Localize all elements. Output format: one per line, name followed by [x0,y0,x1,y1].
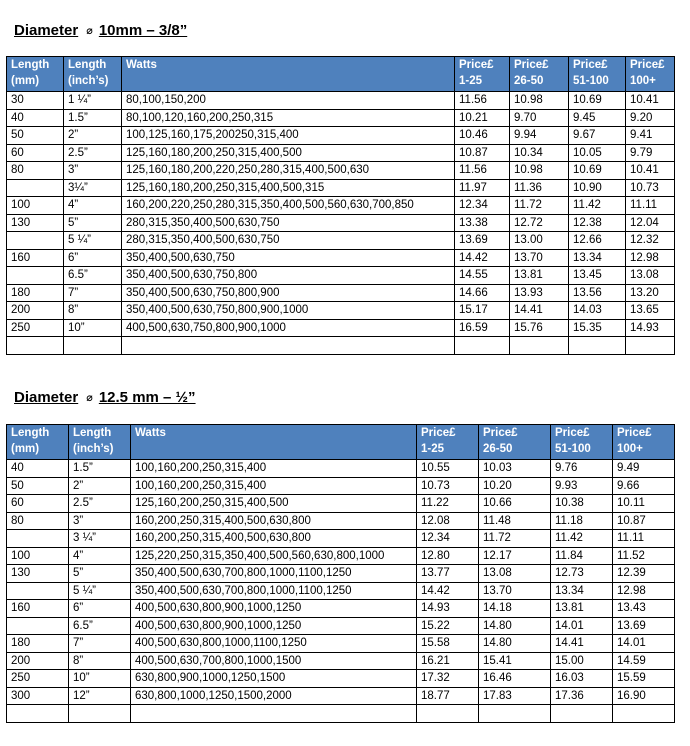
cell-price-100-plus: 10.41 [626,92,675,110]
cell-price-1-25: 10.55 [417,460,479,478]
cell-length-inch: 4” [69,547,131,565]
cell-length-mm: 180 [7,284,64,302]
cell-price-1-25: 14.42 [455,249,510,267]
cell-length-mm: 200 [7,302,64,320]
cell-length-mm: 180 [7,635,69,653]
table-row [7,337,675,355]
cell-price-100-plus [613,705,675,723]
cell-price-1-25: 12.08 [417,512,479,530]
header-length-inch: Length (inch’s) [69,425,131,460]
cell-price-100-plus: 16.90 [613,687,675,705]
cell-price-1-25: 14.93 [417,600,479,618]
cell-watts: 350,400,500,630,700,800,1000,1100,1250 [131,582,417,600]
cell-length-inch [64,337,122,355]
cell-price-26-50: 14.80 [479,635,551,653]
header-price-51-100: Price£ 51-100 [569,57,626,92]
cell-length-mm: 30 [7,92,64,110]
table-row [7,92,675,110]
table-row [7,267,675,285]
cell-price-51-100: 12.38 [569,214,626,232]
cell-length-inch: 4” [64,197,122,215]
cell-length-mm [7,232,64,250]
cell-price-100-plus: 9.66 [613,477,675,495]
cell-price-100-plus: 11.11 [626,197,675,215]
table-1-title-prefix: Diameter [14,22,79,39]
cell-price-26-50: 10.03 [479,460,551,478]
cell-price-1-25: 10.21 [455,109,510,127]
cell-price-26-50: 13.70 [510,249,569,267]
cell-price-51-100: 9.45 [569,109,626,127]
cell-length-mm [7,582,69,600]
diameter-icon: ⌀ [86,25,93,37]
cell-price-51-100: 10.05 [569,144,626,162]
cell-length-inch [69,705,131,723]
table-row [7,565,675,583]
cell-watts: 125,160,180,200,250,315,400,500 [122,144,455,162]
cell-length-inch: 2.5” [69,495,131,513]
table-2-title-prefix: Diameter [14,389,79,406]
cell-watts: 280,315,350,400,500,630,750 [122,232,455,250]
cell-price-26-50: 15.41 [479,652,551,670]
diameter-icon: ⌀ [86,392,93,404]
cell-price-51-100: 12.73 [551,565,613,583]
cell-price-26-50: 9.94 [510,127,569,145]
cell-price-1-25: 16.59 [455,319,510,337]
cell-price-51-100 [551,705,613,723]
cell-price-100-plus: 10.73 [626,179,675,197]
cell-price-51-100 [569,337,626,355]
cell-watts: 350,400,500,630,750 [122,249,455,267]
header-price-100-plus: Price£ 100+ [613,425,675,460]
cell-price-100-plus: 12.04 [626,214,675,232]
table-row [7,512,675,530]
cell-price-26-50: 11.48 [479,512,551,530]
cell-price-51-100: 13.81 [551,600,613,618]
cell-price-51-100: 13.56 [569,284,626,302]
cell-length-inch: 3¼” [64,179,122,197]
cell-length-mm: 40 [7,460,69,478]
table-row [7,302,675,320]
cell-length-inch: 10” [69,670,131,688]
cell-price-1-25: 10.73 [417,477,479,495]
cell-length-mm: 100 [7,547,69,565]
cell-price-100-plus: 9.49 [613,460,675,478]
table-header-row [7,57,675,92]
cell-length-inch: 5” [69,565,131,583]
cell-watts: 125,220,250,315,350,400,500,560,630,800,1000 [131,547,417,565]
table-row [7,477,675,495]
cell-watts: 125,160,200,250,315,400,500 [131,495,417,513]
cell-length-mm: 160 [7,600,69,618]
cell-price-1-25 [417,705,479,723]
cell-length-inch: 1.5” [69,460,131,478]
cell-length-mm: 50 [7,477,69,495]
table-row [7,652,675,670]
cell-price-100-plus: 11.11 [613,530,675,548]
table-row [7,495,675,513]
cell-price-100-plus: 12.98 [626,249,675,267]
table-row [7,232,675,250]
table-row [7,600,675,618]
cell-length-inch: 10” [64,319,122,337]
table-row [7,284,675,302]
cell-price-1-25: 18.77 [417,687,479,705]
cell-length-inch: 2.5” [64,144,122,162]
cell-price-1-25: 11.56 [455,162,510,180]
cell-price-1-25: 13.38 [455,214,510,232]
cell-length-inch: 3” [69,512,131,530]
cell-length-mm: 200 [7,652,69,670]
cell-price-51-100: 10.38 [551,495,613,513]
cell-price-51-100: 11.42 [551,530,613,548]
cell-watts: 125,160,180,200,250,315,400,500,315 [122,179,455,197]
cell-price-51-100: 14.01 [551,617,613,635]
cell-price-26-50 [510,337,569,355]
cell-price-100-plus: 10.11 [613,495,675,513]
table-2-title [14,389,196,406]
table-row [7,687,675,705]
cell-price-26-50: 12.17 [479,547,551,565]
cell-price-1-25: 15.17 [455,302,510,320]
cell-price-100-plus: 12.39 [613,565,675,583]
cell-price-100-plus: 10.87 [613,512,675,530]
cell-price-1-25: 16.21 [417,652,479,670]
table-row [7,617,675,635]
cell-length-inch: 12” [69,687,131,705]
cell-watts: 100,160,200,250,315,400 [131,460,417,478]
cell-price-51-100: 13.45 [569,267,626,285]
cell-length-mm: 130 [7,565,69,583]
cell-length-inch: 5 ¼” [69,582,131,600]
table-row [7,197,675,215]
cell-length-inch: 8” [64,302,122,320]
cell-length-mm: 60 [7,495,69,513]
cell-price-26-50: 13.00 [510,232,569,250]
cell-price-26-50: 14.80 [479,617,551,635]
cell-price-26-50: 13.81 [510,267,569,285]
cell-price-51-100: 13.34 [569,249,626,267]
cell-price-51-100: 15.35 [569,319,626,337]
cell-price-100-plus: 13.43 [613,600,675,618]
cell-price-51-100: 9.76 [551,460,613,478]
cell-watts: 350,400,500,630,700,800,1000,1100,1250 [131,565,417,583]
cell-price-51-100: 9.93 [551,477,613,495]
cell-price-26-50: 11.72 [479,530,551,548]
table-row [7,249,675,267]
table-row [7,127,675,145]
cell-price-1-25: 13.77 [417,565,479,583]
header-length-mm: Length (mm) [7,425,69,460]
cell-watts: 350,400,500,630,750,800,900,1000 [122,302,455,320]
cell-length-mm: 300 [7,687,69,705]
cell-price-1-25: 15.58 [417,635,479,653]
cell-price-1-25: 12.80 [417,547,479,565]
cell-length-mm [7,337,64,355]
cell-length-inch: 3” [64,162,122,180]
table-row [7,705,675,723]
cell-price-1-25: 11.22 [417,495,479,513]
cell-watts: 630,800,1000,1250,1500,2000 [131,687,417,705]
cell-price-51-100: 14.41 [551,635,613,653]
cell-price-100-plus: 12.32 [626,232,675,250]
cell-price-1-25: 13.69 [455,232,510,250]
cell-price-26-50: 13.70 [479,582,551,600]
cell-watts: 400,500,630,800,900,1000,1250 [131,600,417,618]
cell-price-1-25: 17.32 [417,670,479,688]
cell-price-26-50: 14.18 [479,600,551,618]
cell-price-1-25: 10.46 [455,127,510,145]
cell-watts [131,705,417,723]
cell-watts: 350,400,500,630,750,800,900 [122,284,455,302]
cell-length-mm [7,705,69,723]
table-1-title [14,22,187,39]
cell-watts: 400,500,630,800,900,1000,1250 [131,617,417,635]
cell-price-26-50: 10.66 [479,495,551,513]
cell-length-mm: 250 [7,319,64,337]
cell-price-100-plus: 13.08 [626,267,675,285]
cell-price-1-25: 14.55 [455,267,510,285]
cell-price-51-100: 10.90 [569,179,626,197]
table-row [7,635,675,653]
header-price-100-plus: Price£ 100+ [626,57,675,92]
cell-price-1-25: 10.87 [455,144,510,162]
header-price-51-100: Price£ 51-100 [551,425,613,460]
cell-price-100-plus: 13.65 [626,302,675,320]
cell-watts: 160,200,250,315,400,500,630,800 [131,530,417,548]
cell-price-51-100: 10.69 [569,162,626,180]
cell-length-mm: 130 [7,214,64,232]
cell-price-1-25: 11.97 [455,179,510,197]
cell-length-mm [7,617,69,635]
cell-price-51-100: 11.18 [551,512,613,530]
table-1-title-text: 10mm – 3/8” [98,22,188,39]
cell-price-100-plus: 14.93 [626,319,675,337]
table-row [7,109,675,127]
cell-length-inch: 3 ¼” [69,530,131,548]
cell-price-51-100: 12.66 [569,232,626,250]
table-row [7,670,675,688]
cell-length-mm: 50 [7,127,64,145]
cell-price-26-50: 17.83 [479,687,551,705]
cell-length-mm: 250 [7,670,69,688]
cell-price-100-plus: 9.20 [626,109,675,127]
cell-length-inch: 6.5” [69,617,131,635]
cell-length-mm [7,179,64,197]
header-price-26-50: Price£ 26-50 [479,425,551,460]
cell-price-100-plus [626,337,675,355]
cell-length-inch: 2” [69,477,131,495]
header-price-1-25: Price£ 1-25 [455,57,510,92]
cell-price-26-50: 14.41 [510,302,569,320]
cell-price-51-100: 9.67 [569,127,626,145]
price-table-12-5mm [6,424,675,723]
cell-length-inch: 5 ¼” [64,232,122,250]
header-watts: Watts [131,425,417,460]
cell-price-51-100: 17.36 [551,687,613,705]
cell-price-26-50: 10.98 [510,92,569,110]
cell-watts: 80,100,150,200 [122,92,455,110]
cell-length-mm: 160 [7,249,64,267]
cell-length-mm: 60 [7,144,64,162]
cell-watts: 630,800,900,1000,1250,1500 [131,670,417,688]
cell-price-26-50: 10.20 [479,477,551,495]
cell-watts: 350,400,500,630,750,800 [122,267,455,285]
cell-length-mm [7,530,69,548]
cell-length-mm: 40 [7,109,64,127]
cell-watts: 80,100,120,160,200,250,315 [122,109,455,127]
cell-watts: 280,315,350,400,500,630,750 [122,214,455,232]
table-row [7,214,675,232]
cell-price-26-50 [479,705,551,723]
cell-price-100-plus: 10.41 [626,162,675,180]
cell-price-26-50: 10.98 [510,162,569,180]
cell-price-1-25 [455,337,510,355]
cell-watts: 400,500,630,750,800,900,1000 [122,319,455,337]
cell-length-inch: 8” [69,652,131,670]
cell-watts: 400,500,630,700,800,1000,1500 [131,652,417,670]
table-row [7,162,675,180]
cell-length-inch: 2” [64,127,122,145]
header-length-mm: Length (mm) [7,57,64,92]
cell-price-100-plus: 11.52 [613,547,675,565]
cell-watts: 125,160,180,200,220,250,280,315,400,500,630 [122,162,455,180]
cell-price-1-25: 14.66 [455,284,510,302]
cell-price-51-100: 11.84 [551,547,613,565]
cell-price-100-plus: 14.01 [613,635,675,653]
cell-price-26-50: 12.72 [510,214,569,232]
table-row [7,530,675,548]
cell-length-inch: 7” [69,635,131,653]
table-row [7,582,675,600]
cell-watts: 400,500,630,800,1000,1100,1250 [131,635,417,653]
cell-length-mm: 80 [7,512,69,530]
cell-price-26-50: 15.76 [510,319,569,337]
cell-price-100-plus: 9.41 [626,127,675,145]
cell-length-inch: 5” [64,214,122,232]
cell-price-51-100: 13.34 [551,582,613,600]
cell-price-100-plus: 15.59 [613,670,675,688]
cell-price-26-50: 11.36 [510,179,569,197]
cell-price-51-100: 15.00 [551,652,613,670]
table-row [7,547,675,565]
table-header-row [7,425,675,460]
cell-price-26-50: 9.70 [510,109,569,127]
cell-watts: 100,160,200,250,315,400 [131,477,417,495]
cell-length-inch: 1.5” [64,109,122,127]
cell-price-100-plus: 13.20 [626,284,675,302]
cell-price-1-25: 15.22 [417,617,479,635]
cell-watts [122,337,455,355]
table-row [7,319,675,337]
cell-price-1-25: 11.56 [455,92,510,110]
cell-watts: 160,200,220,250,280,315,350,400,500,560,630,700,850 [122,197,455,215]
cell-price-100-plus: 12.98 [613,582,675,600]
cell-price-100-plus: 14.59 [613,652,675,670]
cell-price-51-100: 10.69 [569,92,626,110]
cell-price-26-50: 13.08 [479,565,551,583]
cell-price-51-100: 11.42 [569,197,626,215]
cell-length-mm: 100 [7,197,64,215]
cell-price-26-50: 16.46 [479,670,551,688]
cell-price-26-50: 10.34 [510,144,569,162]
header-price-26-50: Price£ 26-50 [510,57,569,92]
header-price-1-25: Price£ 1-25 [417,425,479,460]
cell-length-inch: 7” [64,284,122,302]
table-2-title-text: 12.5 mm – ½” [98,389,196,406]
cell-length-inch: 6” [64,249,122,267]
cell-price-100-plus: 9.79 [626,144,675,162]
cell-price-1-25: 12.34 [455,197,510,215]
cell-watts: 160,200,250,315,400,500,630,800 [131,512,417,530]
cell-length-mm [7,267,64,285]
cell-price-51-100: 14.03 [569,302,626,320]
header-watts: Watts [122,57,455,92]
cell-price-51-100: 16.03 [551,670,613,688]
table-row [7,179,675,197]
cell-price-1-25: 14.42 [417,582,479,600]
price-table-10mm [6,56,675,355]
cell-price-100-plus: 13.69 [613,617,675,635]
cell-price-26-50: 13.93 [510,284,569,302]
cell-length-inch: 6” [69,600,131,618]
cell-watts: 100,125,160,175,200250,315,400 [122,127,455,145]
table-row [7,460,675,478]
cell-price-26-50: 11.72 [510,197,569,215]
cell-price-1-25: 12.34 [417,530,479,548]
cell-length-inch: 6.5” [64,267,122,285]
cell-length-inch: 1 ¼” [64,92,122,110]
table-row [7,144,675,162]
header-length-inch: Length (inch’s) [64,57,122,92]
cell-length-mm: 80 [7,162,64,180]
